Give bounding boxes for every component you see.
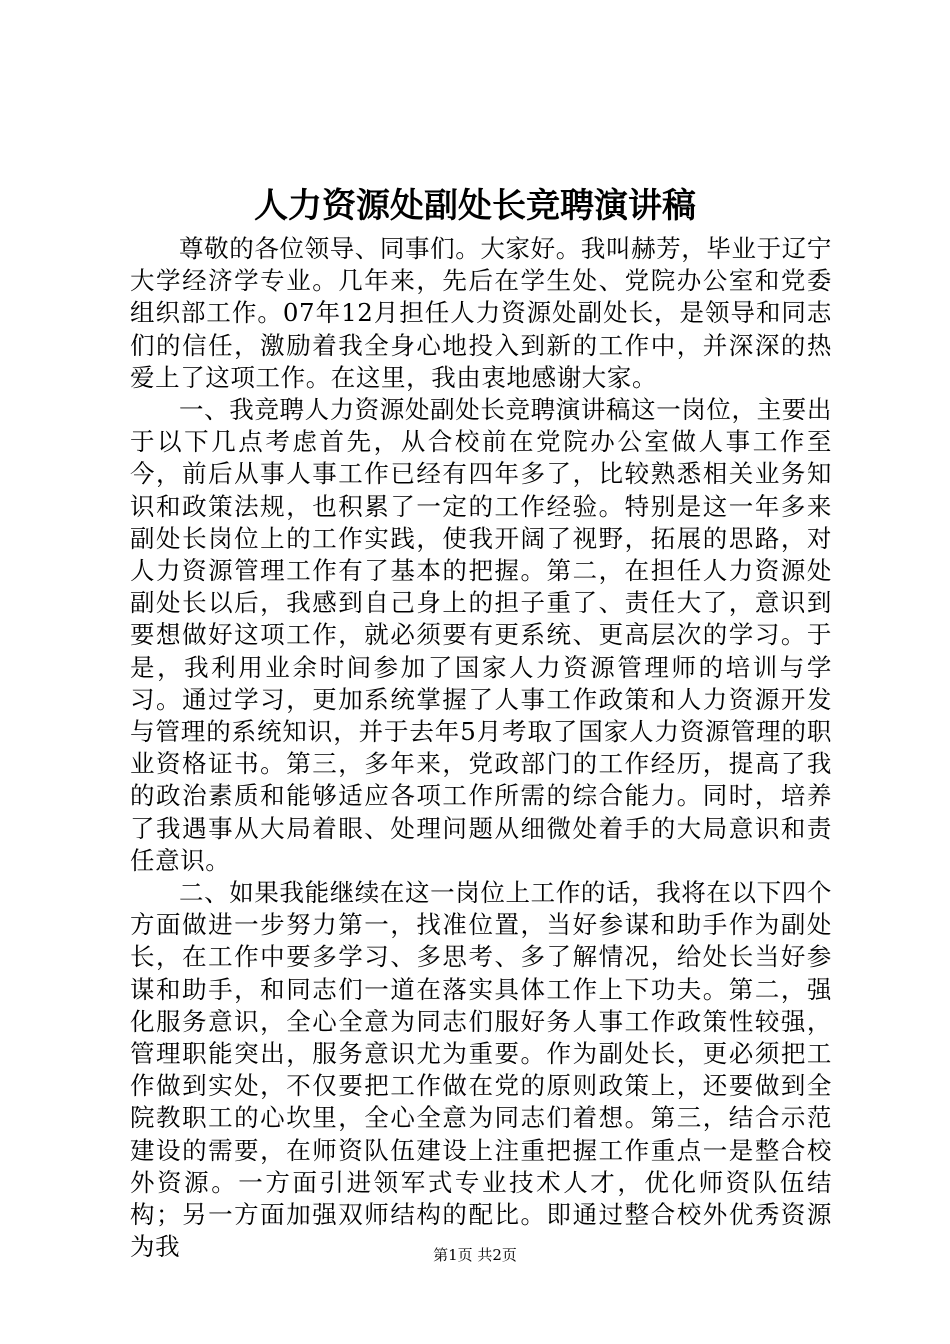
page-footer: 第1页 共2页 bbox=[433, 1246, 517, 1264]
paragraph-reasons: 一、我竞聘人力资源处副处长竞聘演讲稿这一岗位，主要出于以下几点考虑首先，从合校前在党院办公室做人事工作至今，前后从事人事工作已经有四年多了，比较熟悉相关业务知识和政策法规，也积累了一定的工作经验。特别是这一年多来副处长岗位上的工作实践，使我开阔了视野，拓展的思路，对人力资源管理工作有了基本的把握。第二，在担任人力资源处副处长以后，我感到自己身上的担子重了、责任大了，意识到要想做好这项工作，就必须要有更系统、更高层次的学习。于是，我利用业余时间参加了国家人力资源管理师的培训与学习。通过学习，更加系统掌握了人事工作政策和人力资源开发与管理的系统知识，并于去年5月考取了国家人力资源管理的职业资格证书。第三，多年来，党政部门的工作经历，提高了我的政治素质和能够适应各项工作所需的综合能力。同时，培养了我遇事从大局着眼、处理问题从细微处着手的大局意识和责任意识。 bbox=[130, 395, 832, 875]
document-title: 人力资源处副处长竞聘演讲稿 bbox=[254, 186, 696, 226]
paragraph-greeting: 尊敬的各位领导、同事们。大家好。我叫赫芳，毕业于辽宁大学经济学专业。几年来，先后在学生处、党院办公室和党委组织部工作。07年12月担任人力资源处副处长，是领导和同志们的信任，激励着我全身心地投入到新的工作中，并深深的热爱上了这项工作。在这里，我由衷地感谢大家。 bbox=[130, 234, 832, 392]
document-body bbox=[130, 233, 832, 1264]
paragraph-plans: 二、如果我能继续在这一岗位上工作的话，我将在以下四个方面做进一步努力第一，找准位置，当好参谋和助手作为副处长，在工作中要多学习、多思考、多了解情况，给处长当好参谋和助手，和同志们一道在落实具体工作上下功夫。第二，强化服务意识，全心全意为同志们服好务人事工作政策性较强，管理职能突出，服务意识尤为重要。作为副处长，更必须把工作做到实处，不仅要把工作做在党的原则政策上，还要做到全院教职工的心坎里，全心全意为同志们着想。第三，结合示范建设的需要，在师资队伍建设上注重把握工作重点一是整合校外资源。一方面引进领军式专业技术人才，优化师资队伍结构；另一方面加强双师结构的配比。即通过整合校外优秀资源为我 bbox=[130, 878, 832, 1262]
